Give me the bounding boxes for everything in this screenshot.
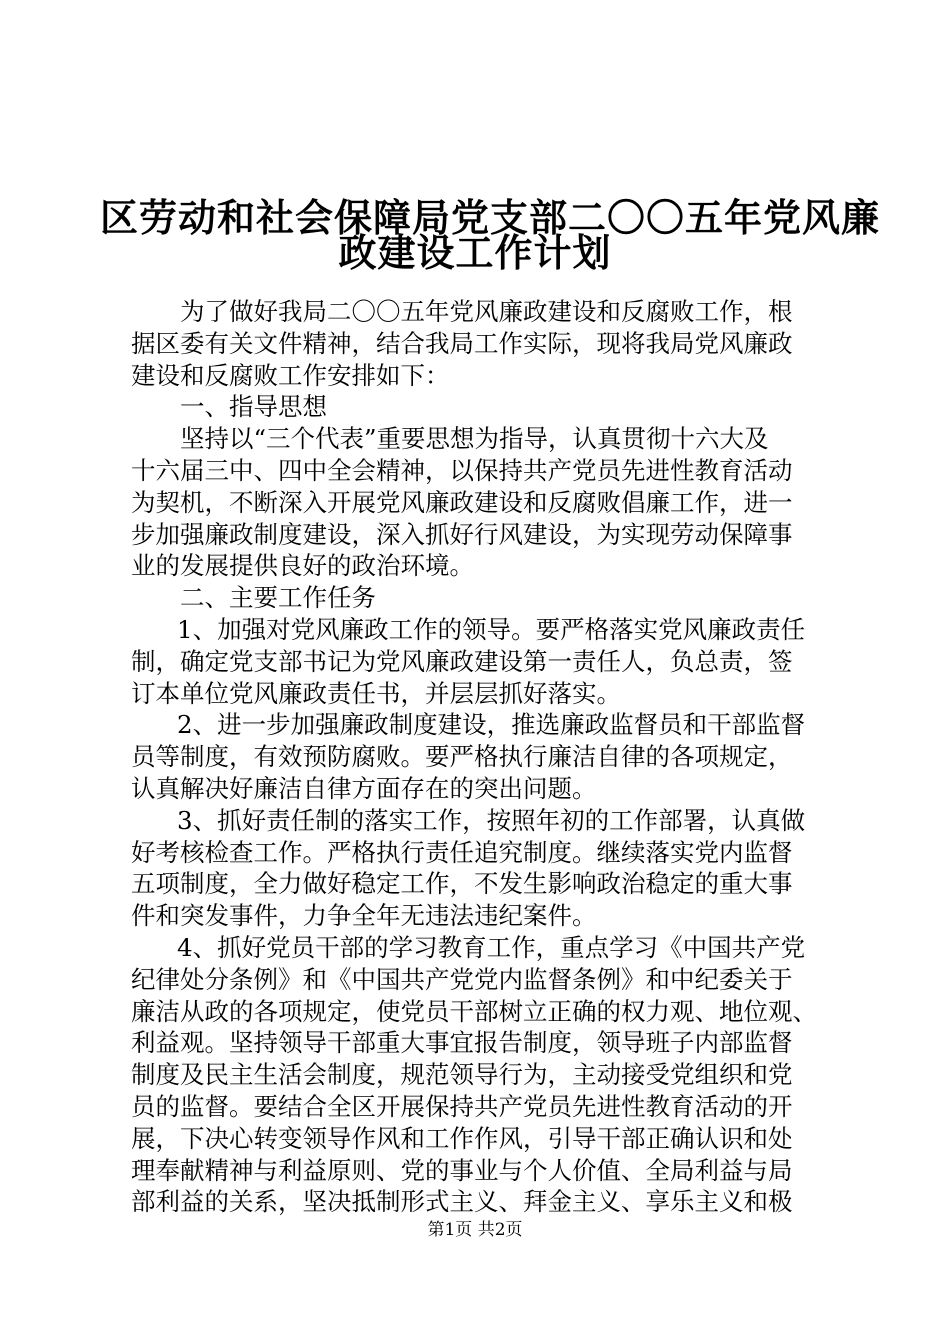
body-line: 步加强廉政制度建设，深入抓好行风建设，为实现劳动保障事	[131, 519, 793, 549]
body-line: 订本单位党风廉政责任书，并层层抓好落实。	[131, 678, 621, 708]
body-line: 1、加强对党风廉政工作的领导。要严格落实党风廉政责任	[177, 614, 806, 644]
body-line: 员的监督。要结合全区开展保持共产党员先进性教育活动的开	[131, 1091, 793, 1121]
body-line: 4、抓好党员干部的学习教育工作，重点学习《中国共产党	[177, 932, 806, 962]
document-title-line-2: 政建设工作计划	[338, 230, 612, 275]
page-number-footer: 第1页 共2页	[427, 1220, 523, 1240]
body-line: 2、进一步加强廉政制度建设，推选廉政监督员和干部监督	[177, 710, 806, 740]
body-line: 部利益的关系，坚决抵制形式主义、拜金主义、享乐主义和极	[131, 1187, 793, 1217]
body-line: 展，下决心转变领导作风和工作作风，引导干部正确认识和处	[131, 1123, 793, 1153]
body-line: 3、抓好责任制的落实工作，按照年初的工作部署，认真做	[177, 805, 806, 835]
body-line: 建设和反腐败工作安排如下：	[131, 360, 450, 390]
body-line: 制，确定党支部书记为党风廉政建设第一责任人，负总责，签	[131, 646, 793, 676]
body-line: 廉洁从政的各项规定，使党员干部树立正确的权力观、地位观、	[131, 996, 817, 1026]
section-heading: 二、主要工作任务	[180, 583, 376, 613]
body-line: 业的发展提供良好的政治环境。	[131, 551, 474, 581]
body-line: 五项制度，全力做好稳定工作，不发生影响政治稳定的重大事	[131, 869, 793, 899]
body-line: 为了做好我局二〇〇五年党风廉政建设和反腐败工作，根	[180, 297, 793, 326]
body-line: 纪律处分条例》和《中国共产党党内监督条例》和中纪委关于	[131, 964, 793, 994]
document-body	[131, 296, 831, 1218]
body-line: 十六届三中、四中全会精神，以保持共产党员先进性教育活动	[131, 455, 793, 485]
body-line: 件和突发事件，力争全年无违法违纪案件。	[131, 901, 597, 931]
document-title-line-1: 区劳动和社会保障局党支部二〇〇五年党风廉	[100, 195, 881, 240]
body-line: 利益观。坚持领导干部重大事宜报告制度，领导班子内部监督	[131, 1028, 793, 1058]
body-line: 理奉献精神与利益原则、党的事业与个人价值、全局利益与局	[131, 1155, 793, 1185]
body-line: 坚持以“三个代表”重要思想为指导，认真贯彻十六大及	[180, 424, 769, 454]
body-line: 认真解决好廉洁自律方面存在的突出问题。	[131, 773, 597, 803]
section-heading: 一、指导思想	[180, 392, 327, 422]
body-line: 制度及民主生活会制度，规范领导行为，主动接受党组织和党	[131, 1060, 793, 1090]
body-line: 好考核检查工作。严格执行责任追究制度。继续落实党内监督	[131, 837, 793, 867]
body-line: 为契机，不断深入开展党风廉政建设和反腐败倡廉工作，进一	[131, 487, 793, 517]
body-line: 据区委有关文件精神，结合我局工作实际，现将我局党风廉政	[131, 328, 793, 358]
body-line: 员等制度，有效预防腐败。要严格执行廉洁自律的各项规定，	[131, 742, 793, 772]
